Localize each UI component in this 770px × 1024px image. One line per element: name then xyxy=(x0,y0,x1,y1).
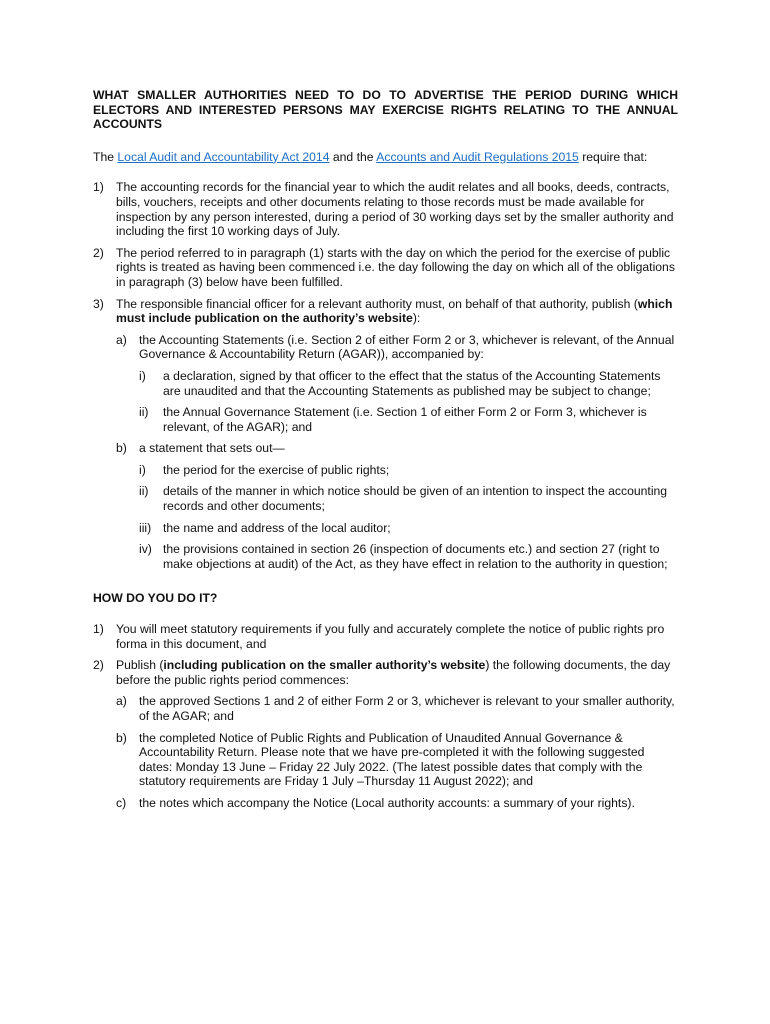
list-marker: 3) xyxy=(93,296,104,311)
list-text: the period for the exercise of public rights; xyxy=(163,462,390,477)
list-marker: a) xyxy=(116,694,127,709)
howto-sub-item-b xyxy=(116,731,678,789)
sub-sub-item-b-iv xyxy=(139,542,678,571)
list-marker: i) xyxy=(139,368,146,383)
list-marker: iii) xyxy=(139,520,152,535)
list-text: You will meet statutory requirements if you fully and accurately complete the notice of public rights pro forma in this document, and xyxy=(116,622,665,651)
text-after: ): xyxy=(412,311,421,326)
bold-text: including publication on the smaller authority’s website xyxy=(163,658,486,673)
list-marker: c) xyxy=(116,795,127,810)
list-marker: 1) xyxy=(93,180,104,195)
sub-sub-item-b-iii xyxy=(139,521,678,536)
local-audit-act-link[interactable]: Local Audit and Accountability Act 2014 xyxy=(117,149,330,164)
text-after: ) the following documents, the day before the public rights period commences: xyxy=(116,658,671,687)
list-marker: b) xyxy=(116,441,127,456)
list-text: the notes which accompany the Notice (Local authority accounts: a summary of your rights). xyxy=(139,795,635,810)
howto-sub-item-c xyxy=(116,796,678,811)
sub-sub-item-a-ii xyxy=(139,405,678,434)
list-text: the approved Sections 1 and 2 of either Form 2 or 3, whichever is relevant to your smaller authority, of the AGAR; and xyxy=(139,694,675,723)
text-before: The responsible financial officer for a relevant authority must, on behalf of that authority, publish ( xyxy=(116,296,638,311)
requirement-item-2 xyxy=(93,246,678,290)
list-text: the completed Notice of Public Rights and Publication of Unaudited Annual Governance & Accountability Return. Please note that we have pre-completed it with the following suggested dates: Monday 13 June – Friday 22 July 2022. (The latest possible dates that comply with the statutory requirements are Friday 1 July –Thursday 11 August 2022); and xyxy=(139,730,645,789)
list-text xyxy=(116,297,678,326)
list-marker: iv) xyxy=(139,542,152,557)
list-text: the Accounting Statements (i.e. Section 2 of either Form 2 or 3, whichever is relevant, of the Annual Governance & Accountability Return (AGAR)), accompanied by: xyxy=(139,332,675,362)
document-body xyxy=(93,88,678,818)
list-marker: i) xyxy=(139,462,146,477)
requirement-item-3 xyxy=(93,297,678,326)
document-heading: WHAT SMALLER AUTHORITIES NEED TO DO TO ADVERTISE THE PERIOD DURING WHICH ELECTORS AND INTERESTED PERSONS MAY EXERCISE RIGHTS RELATING TO THE ANNUAL ACCOUNTS xyxy=(93,88,678,132)
section-heading: HOW DO YOU DO IT? xyxy=(93,591,218,606)
list-marker: b) xyxy=(116,730,127,745)
intro-paragraph xyxy=(93,150,678,165)
list-marker: 2) xyxy=(93,658,104,673)
sub-sub-item-b-i xyxy=(139,463,678,478)
sub-item-a xyxy=(116,333,678,362)
list-marker: ii) xyxy=(139,484,149,499)
sub-sub-item-a-i xyxy=(139,369,678,398)
text-before: Publish ( xyxy=(116,658,164,673)
list-text: the Annual Governance Statement (i.e. Section 1 of either Form 2 or Form 3, whichever is relevant, of the AGAR); and xyxy=(163,405,647,434)
list-marker: a) xyxy=(116,332,127,347)
accounts-regulations-link[interactable]: Accounts and Audit Regulations 2015 xyxy=(376,149,579,164)
list-text: the name and address of the local auditor; xyxy=(163,520,391,535)
howto-item-2 xyxy=(93,658,678,687)
howto-sub-item-a xyxy=(116,694,678,723)
list-text xyxy=(116,658,678,687)
list-marker: ii) xyxy=(139,405,149,420)
list-text: details of the manner in which notice should be given of an intention to inspect the accounting records and other documents; xyxy=(163,484,668,514)
list-text: a statement that sets out— xyxy=(139,441,285,456)
sub-item-b xyxy=(116,441,678,456)
list-text: the provisions contained in section 26 (inspection of documents etc.) and section 27 (right to make objections at audit) of the Act, as they have effect in relation to the authority in question; xyxy=(163,542,668,571)
list-marker: 1) xyxy=(93,622,104,637)
list-text: The period referred to in paragraph (1) starts with the day on which the period for the exercise of public rights is treated as having been commenced i.e. the day following the day on which all of the obligations in paragraph (3) below have been fulfilled. xyxy=(116,245,675,289)
howto-item-1 xyxy=(93,622,678,651)
list-text: a declaration, signed by that officer to the effect that the status of the Accounting Statements are unaudited and that the Accounting Statements as published may be subject to change; xyxy=(163,368,661,398)
intro-suffix: require that: xyxy=(578,149,648,164)
list-text: The accounting records for the financial year to which the audit relates and all books, deeds, contracts, bills, vouchers, receipts and other documents relating to those records must be made available for inspection by any person interested, during a period of 30 working days set by the smaller authority and including the first 10 working days of July. xyxy=(116,180,674,239)
list-marker: 2) xyxy=(93,245,104,260)
sub-sub-item-b-ii xyxy=(139,484,678,513)
intro-prefix: The xyxy=(93,149,118,164)
requirement-item-1 xyxy=(93,180,678,238)
intro-middle: and the xyxy=(329,149,377,164)
bold-text: which must include publication on the authority’s website xyxy=(116,296,673,326)
